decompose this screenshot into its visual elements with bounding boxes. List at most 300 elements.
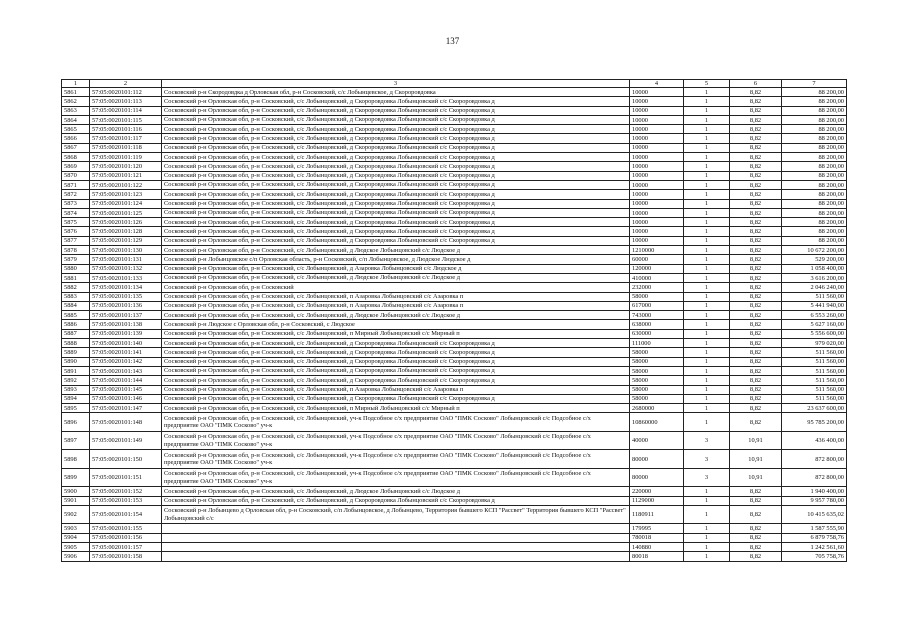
table-cell: 57:05:0020101:147: [90, 404, 162, 413]
table-cell: 1: [684, 385, 730, 394]
table-cell: 1: [684, 413, 730, 432]
table-row: [62, 125, 847, 134]
table-cell: 8,82: [730, 311, 782, 320]
table-cell: 5901: [62, 496, 90, 505]
table-cell: 5878: [62, 246, 90, 255]
table-cell: 57:05:0020101:112: [90, 88, 162, 97]
table-cell: 5899: [62, 468, 90, 487]
table-row: [62, 162, 847, 171]
table-cell: Сосковский р-н Орловская обл, р-н Сосковский, с/с Лобынцовский, д Скороровдовка Лобынцовский с/с Скороровдовка д: [162, 125, 630, 134]
table-cell: 57:05:0020101:144: [90, 376, 162, 385]
table-cell: 57:05:0020101:151: [90, 468, 162, 487]
table-cell: [162, 552, 630, 561]
table-cell: 8,82: [730, 301, 782, 310]
table-cell: 8,82: [730, 199, 782, 208]
table-cell: 57:05:0020101:142: [90, 357, 162, 366]
table-cell: 8,82: [730, 162, 782, 171]
table-cell: 1: [684, 339, 730, 348]
table-row: [62, 115, 847, 124]
table-row: [62, 153, 847, 162]
table-cell: Сосковский р-н Орловская обл, р-н Сосковский, с/с Лобынцовский, д Скороровдовка Лобынцовский с/с Скороровдовка д: [162, 236, 630, 245]
table-cell: 57:05:0020101:122: [90, 180, 162, 189]
table-cell: 8,82: [730, 385, 782, 394]
table-cell: 3: [684, 468, 730, 487]
table-cell: 57:05:0020101:140: [90, 339, 162, 348]
header-cell: 2: [90, 80, 162, 88]
table-cell: 232000: [630, 283, 684, 292]
table-row: [62, 246, 847, 255]
table-cell: 1: [684, 125, 730, 134]
table-cell: 88 200,00: [782, 134, 847, 143]
table-cell: 58000: [630, 366, 684, 375]
table-cell: 1: [684, 88, 730, 97]
table-cell: 8,82: [730, 227, 782, 236]
table-cell: 40000: [630, 431, 684, 450]
table-cell: 10000: [630, 180, 684, 189]
table-cell: 8,82: [730, 543, 782, 552]
table-cell: 8,82: [730, 496, 782, 505]
table-cell: 1: [684, 199, 730, 208]
table-cell: 58000: [630, 357, 684, 366]
table-cell: 6 553 260,00: [782, 311, 847, 320]
table-row: [62, 273, 847, 282]
table-cell: 10860000: [630, 413, 684, 432]
table-cell: 88 200,00: [782, 143, 847, 152]
table-cell: 1: [684, 153, 730, 162]
table-cell: 23 637 600,00: [782, 404, 847, 413]
table-row: [62, 468, 847, 487]
header-cell: 7: [782, 80, 847, 88]
table-cell: 88 200,00: [782, 180, 847, 189]
table-cell: 5863: [62, 106, 90, 115]
table-cell: 5905: [62, 543, 90, 552]
table-cell: 57:05:0020101:128: [90, 227, 162, 236]
table-cell: 57:05:0020101:120: [90, 162, 162, 171]
table-cell: 111000: [630, 339, 684, 348]
table-row: [62, 134, 847, 143]
table-cell: Сосковский р-н Лобынцево д Орловская обл, р-н Сосковский, с/п Лобынцовское, д Лобынцево, Территория бывшего КСП "Рассвет" Территория бывшего КСП "Рассвет" Лобынцовский с/с: [162, 505, 630, 524]
table-row: [62, 552, 847, 561]
table-cell: 8,82: [730, 533, 782, 542]
table-cell: 5895: [62, 404, 90, 413]
table-row: [62, 218, 847, 227]
table-cell: 8,82: [730, 273, 782, 282]
table-cell: [162, 533, 630, 542]
table-cell: 5889: [62, 348, 90, 357]
table-cell: 10000: [630, 236, 684, 245]
table-cell: Сосковский р-н Орловская обл, р-н Сосковский, с/с Лобынцовский, д Азаровка Лобынцовский с/с Людское д: [162, 264, 630, 273]
table-cell: 10000: [630, 227, 684, 236]
table-cell: 1: [684, 301, 730, 310]
table-cell: 630000: [630, 329, 684, 338]
table-cell: 57:05:0020101:129: [90, 236, 162, 245]
table-cell: Сосковский р-н Орловская обл, р-н Сосковский, с/с Лобынцовский, д Скороровдовка Лобынцовский с/с Скороровдовка д: [162, 357, 630, 366]
table-cell: Сосковский р-н Орловская обл, р-н Сосковский, с/с Лобынцовский, д Скороровдовка Лобынцовский с/с Скороровдовка д: [162, 106, 630, 115]
table-cell: 5874: [62, 208, 90, 217]
table-cell: 8,82: [730, 283, 782, 292]
header-cell: 5: [684, 80, 730, 88]
table-row: [62, 255, 847, 264]
table-cell: 5862: [62, 97, 90, 106]
table-cell: 5873: [62, 199, 90, 208]
table-cell: 1: [684, 171, 730, 180]
table-cell: 120000: [630, 264, 684, 273]
table-cell: 1: [684, 320, 730, 329]
table-cell: Сосковский р-н Орловская обл, р-н Сосковский, с/с Лобынцовский, д Скороровдовка Лобынцовский с/с Скороровдовка д: [162, 134, 630, 143]
table-cell: 1: [684, 366, 730, 375]
table-cell: 10000: [630, 125, 684, 134]
table-cell: 57:05:0020101:136: [90, 301, 162, 310]
table-cell: [162, 543, 630, 552]
table-cell: 1: [684, 505, 730, 524]
table-cell: 10000: [630, 218, 684, 227]
table-cell: Сосковский р-н Лобынцовское с/п Орловская область, р-н Сосковский, с/п Лобынцовское, д Людское Людское д: [162, 255, 630, 264]
table-cell: 57:05:0020101:135: [90, 292, 162, 301]
table-cell: Сосковский р-н Орловская обл, р-н Сосковский, с/с Лобынцовский, д Скороровдовка Лобынцовский с/с Скороровдовка д: [162, 171, 630, 180]
table-cell: 10000: [630, 143, 684, 152]
table-cell: 638000: [630, 320, 684, 329]
table-cell: 5896: [62, 413, 90, 432]
table-cell: 1: [684, 487, 730, 496]
table-cell: 617000: [630, 301, 684, 310]
table-row: [62, 190, 847, 199]
table-cell: 1: [684, 218, 730, 227]
table-cell: 5884: [62, 301, 90, 310]
table-row: [62, 404, 847, 413]
table-cell: Сосковский р-н Орловская обл, р-н Сосковский, с/с Лобынцовский, д Скороровдовка Лобынцовский с/с Скороровдовка д: [162, 348, 630, 357]
table-cell: 5881: [62, 273, 90, 282]
table-cell: Сосковский р-н Орловская обл, р-н Сосковский, с/с Лобынцовский, уч-к Подсобное с/х предприятие ОАО "ПМК Сосково" Лобынцовский с/с Подсобное с/х предприятие ОАО "ПМК Сосково" уч-к: [162, 413, 630, 432]
table-cell: 10 672 200,00: [782, 246, 847, 255]
table-cell: Сосковский р-н Орловская обл, р-н Сосковский, с/с Лобынцовский, д Людское Лобынцовский с/с Людское д: [162, 273, 630, 282]
table-cell: 1180911: [630, 505, 684, 524]
table-cell: Сосковский р-н Орловская обл, р-н Сосковский, с/с Лобынцовский, д Скороровдовка Лобынцовский с/с Скороровдовка д: [162, 143, 630, 152]
table-cell: 57:05:0020101:117: [90, 134, 162, 143]
table-cell: 5866: [62, 134, 90, 143]
table-cell: 1129000: [630, 496, 684, 505]
table-cell: Сосковский р-н Орловская обл, р-н Сосковский, с/с Лобынцовский, д Людское Лобынцовский с/с Людское д: [162, 487, 630, 496]
table-cell: 57:05:0020101:152: [90, 487, 162, 496]
table-cell: 511 560,00: [782, 366, 847, 375]
table-row: [62, 431, 847, 450]
table-cell: 5906: [62, 552, 90, 561]
table-cell: 5902: [62, 505, 90, 524]
table-cell: 1 058 400,00: [782, 264, 847, 273]
table-cell: 5900: [62, 487, 90, 496]
table-cell: 57:05:0020101:153: [90, 496, 162, 505]
table-cell: 5872: [62, 190, 90, 199]
table-cell: Сосковский р-н Орловская обл, р-н Сосковский, с/с Лобынцовский, п Мирный Лобынцовский с/с Мирный п: [162, 404, 630, 413]
table-cell: 5886: [62, 320, 90, 329]
table-row: [62, 357, 847, 366]
header-cell: 4: [630, 80, 684, 88]
table-cell: 1: [684, 227, 730, 236]
table-cell: 80000: [630, 468, 684, 487]
table-row: [62, 487, 847, 496]
table-row: [62, 292, 847, 301]
table-cell: Сосковский р-н Орловская обл, р-н Сосковский, с/с Лобынцовский, уч-к Подсобное с/х предприятие ОАО "ПМК Сосково" Лобынцовский с/с Подсобное с/х предприятие ОАО "ПМК Сосково" уч-к: [162, 468, 630, 487]
table-cell: 1210000: [630, 246, 684, 255]
table-cell: 705 758,76: [782, 552, 847, 561]
table-cell: Сосковский р-н Орловская обл, р-н Сосковский, с/с Лобынцовский, д Скороровдовка Лобынцовский с/с Скороровдовка д: [162, 394, 630, 403]
table-cell: Сосковский р-н Орловская обл, р-н Сосковский, с/с Лобынцовский, д Скороровдовка Лобынцовский с/с Скороровдовка д: [162, 153, 630, 162]
table-cell: 9 957 780,00: [782, 496, 847, 505]
table-row: [62, 283, 847, 292]
table-cell: Сосковский р-н Людское с Орловская обл, р-н Сосковский, с Людское: [162, 320, 630, 329]
table-cell: 57:05:0020101:139: [90, 329, 162, 338]
table-cell: 1: [684, 376, 730, 385]
table-cell: 57:05:0020101:124: [90, 199, 162, 208]
table-cell: 88 200,00: [782, 218, 847, 227]
table-cell: 8,82: [730, 153, 782, 162]
table-cell: 8,82: [730, 366, 782, 375]
table-cell: 10000: [630, 134, 684, 143]
table-cell: 1: [684, 311, 730, 320]
table-cell: 8,82: [730, 329, 782, 338]
table-cell: 5888: [62, 339, 90, 348]
table-cell: 1 940 400,00: [782, 487, 847, 496]
table-cell: 511 560,00: [782, 385, 847, 394]
table-cell: 2680000: [630, 404, 684, 413]
table-cell: 5876: [62, 227, 90, 236]
table-cell: 8,82: [730, 171, 782, 180]
table-cell: 1 242 561,60: [782, 543, 847, 552]
table-cell: 8,82: [730, 348, 782, 357]
table-cell: Сосковский р-н Орловская обл, р-н Сосковский, с/с Лобынцовский, п Азаровка Лобынцовский с/с Азаровка п: [162, 301, 630, 310]
table-row: [62, 97, 847, 106]
table-cell: 8,82: [730, 88, 782, 97]
table-row: [62, 385, 847, 394]
page-number: 137: [445, 36, 460, 46]
table-cell: Сосковский р-н Орловская обл, р-н Сосковский, с/с Лобынцовский, д Скороровдовка Лобынцовский с/с Скороровдовка д: [162, 339, 630, 348]
table-cell: 5883: [62, 292, 90, 301]
table-cell: 3 616 200,00: [782, 273, 847, 282]
table-cell: Сосковский р-н Орловская обл, р-н Сосковский, с/с Лобынцовский, д Скороровдовка Лобынцовский с/с Скороровдовка д: [162, 180, 630, 189]
table-cell: 8,82: [730, 97, 782, 106]
table-cell: 10000: [630, 88, 684, 97]
table-cell: 5879: [62, 255, 90, 264]
table-row: [62, 301, 847, 310]
table-cell: Сосковский р-н Орловская обл, р-н Сосковский, с/с Лобынцовский, п Азаровка Лобынцовский с/с Азаровка п: [162, 385, 630, 394]
table-cell: 10000: [630, 97, 684, 106]
table-cell: Сосковский р-н Орловская обл, р-н Сосковский, с/с Лобынцовский, д Скороровдовка Лобынцовский с/с Скороровдовка д: [162, 496, 630, 505]
table-cell: Сосковский р-н Орловская обл, р-н Сосковский, с/с Лобынцовский, д Скороровдовка Лобынцовский с/с Скороровдовка д: [162, 97, 630, 106]
table-cell: 57:05:0020101:155: [90, 524, 162, 533]
table-cell: 8,82: [730, 143, 782, 152]
table-row: [62, 171, 847, 180]
table-cell: 10000: [630, 153, 684, 162]
table-cell: 10000: [630, 115, 684, 124]
table-row: [62, 199, 847, 208]
table-cell: 410000: [630, 273, 684, 282]
table-cell: 88 200,00: [782, 190, 847, 199]
table-cell: 1: [684, 543, 730, 552]
table-cell: 57:05:0020101:154: [90, 505, 162, 524]
table-cell: 88 200,00: [782, 208, 847, 217]
table-cell: Сосковский р-н Орловская обл, р-н Сосковский, с/с Лобынцовский, д Скороровдовка Лобынцовский с/с Скороровдовка д: [162, 115, 630, 124]
table-cell: 10,91: [730, 431, 782, 450]
table-cell: Сосковский р-н Орловская обл, р-н Сосковский, с/с Лобынцовский, д Скороровдовка Лобынцовский с/с Скороровдовка д: [162, 208, 630, 217]
table-cell: 8,82: [730, 115, 782, 124]
table-cell: 1: [684, 115, 730, 124]
table-cell: 57:05:0020101:158: [90, 552, 162, 561]
table-cell: 8,82: [730, 413, 782, 432]
table-cell: 511 560,00: [782, 394, 847, 403]
table-cell: 1: [684, 273, 730, 282]
table-cell: Сосковский р-н Орловская обл, р-н Сосковский, с/с Лобынцовский, уч-к Подсобное с/х предприятие ОАО "ПМК Сосково" Лобынцовский с/с Подсобное с/х предприятие ОАО "ПМК Сосково" уч-к: [162, 431, 630, 450]
table-cell: 10 415 635,02: [782, 505, 847, 524]
table-cell: 1: [684, 97, 730, 106]
table-cell: 5867: [62, 143, 90, 152]
table-cell: 57:05:0020101:146: [90, 394, 162, 403]
table-cell: 1: [684, 552, 730, 561]
table-cell: 1: [684, 496, 730, 505]
table-cell: 58000: [630, 348, 684, 357]
table-row: [62, 320, 847, 329]
table-cell: 57:05:0020101:143: [90, 366, 162, 375]
table-cell: 80018: [630, 552, 684, 561]
table-cell: 5885: [62, 311, 90, 320]
table-cell: Сосковский р-н Орловская обл, р-н Сосковский, с/с Лобынцовский, д Скороровдовка Лобынцовский с/с Скороровдовка д: [162, 227, 630, 236]
table-cell: 5869: [62, 162, 90, 171]
header-row: [62, 80, 847, 88]
table-cell: Сосковский р-н Орловская обл, р-н Сосковский, с/с Лобынцовский, д Скороровдовка Лобынцовский с/с Скороровдовка д: [162, 190, 630, 199]
table-cell: 8,82: [730, 487, 782, 496]
table-cell: 5875: [62, 218, 90, 227]
table-cell: 58000: [630, 385, 684, 394]
table-row: [62, 376, 847, 385]
table-cell: 1: [684, 190, 730, 199]
table-cell: 8,82: [730, 106, 782, 115]
table-cell: 57:05:0020101:125: [90, 208, 162, 217]
table-row: [62, 543, 847, 552]
table-row: [62, 106, 847, 115]
table-cell: Сосковский р-н Орловская обл, р-н Сосковский, с/с Лобынцовский, д Скороровдовка Лобынцовский с/с Скороровдовка д: [162, 376, 630, 385]
table-cell: 88 200,00: [782, 162, 847, 171]
table-cell: 5 441 940,00: [782, 301, 847, 310]
table-cell: 8,82: [730, 180, 782, 189]
table-cell: 8,82: [730, 357, 782, 366]
table-cell: 10000: [630, 106, 684, 115]
table-cell: 10,91: [730, 468, 782, 487]
table-cell: 1: [684, 264, 730, 273]
table-row: [62, 88, 847, 97]
table-cell: 3: [684, 431, 730, 450]
table-cell: 1: [684, 134, 730, 143]
table-cell: 1: [684, 524, 730, 533]
table-row: [62, 505, 847, 524]
table-row: [62, 348, 847, 357]
table-row: [62, 236, 847, 245]
table-cell: 5870: [62, 171, 90, 180]
header-cell: 6: [730, 80, 782, 88]
table-cell: 58000: [630, 292, 684, 301]
table-cell: 60000: [630, 255, 684, 264]
table-cell: 58000: [630, 376, 684, 385]
table-cell: 8,82: [730, 255, 782, 264]
table-cell: 8,82: [730, 404, 782, 413]
table-cell: 57:05:0020101:126: [90, 218, 162, 227]
table-cell: 88 200,00: [782, 171, 847, 180]
table-cell: 1: [684, 404, 730, 413]
table-cell: 220000: [630, 487, 684, 496]
table-cell: 5882: [62, 283, 90, 292]
table-cell: Сосковский р-н Орловская обл, р-н Сосковский, с/с Лобынцовский, п Мирный Лобынцовский с/с Мирный п: [162, 329, 630, 338]
table-cell: 5 556 600,00: [782, 329, 847, 338]
table-cell: 5865: [62, 125, 90, 134]
table-cell: 8,82: [730, 552, 782, 561]
table-cell: 743000: [630, 311, 684, 320]
table-cell: 57:05:0020101:137: [90, 311, 162, 320]
table-cell: 8,82: [730, 524, 782, 533]
table-cell: 1 587 555,90: [782, 524, 847, 533]
table-cell: 511 560,00: [782, 357, 847, 366]
table-cell: 10000: [630, 208, 684, 217]
table-cell: 57:05:0020101:138: [90, 320, 162, 329]
table-cell: 57:05:0020101:131: [90, 255, 162, 264]
table-cell: 88 200,00: [782, 125, 847, 134]
table-cell: 8,82: [730, 246, 782, 255]
table-cell: 8,82: [730, 190, 782, 199]
table-cell: 5903: [62, 524, 90, 533]
table-row: [62, 180, 847, 189]
table-cell: 57:05:0020101:156: [90, 533, 162, 542]
table-row: [62, 533, 847, 542]
table-cell: 88 200,00: [782, 115, 847, 124]
table-cell: 179995: [630, 524, 684, 533]
table-cell: 1: [684, 236, 730, 245]
table-cell: Сосковский р-н Скородовдка д Орловская обл, р-н Сосковский, с/с Лобынцевское, д Скороровдовка: [162, 88, 630, 97]
table-cell: 88 200,00: [782, 153, 847, 162]
table-cell: 5871: [62, 180, 90, 189]
table-cell: 57:05:0020101:114: [90, 106, 162, 115]
table-cell: 88 200,00: [782, 199, 847, 208]
table-cell: 3: [684, 450, 730, 469]
table-cell: 8,82: [730, 292, 782, 301]
table-row: [62, 496, 847, 505]
table-row: [62, 208, 847, 217]
table-cell: Сосковский р-н Орловская обл, р-н Сосковский, с/с Лобынцовский, д Скороровдовка Лобынцовский с/с Скороровдовка д: [162, 162, 630, 171]
table-cell: Сосковский р-н Орловская обл, р-н Сосковский, с/с Лобынцовский, д Скороровдовка Лобынцовский с/с Скороровдовка д: [162, 199, 630, 208]
table-cell: 1: [684, 255, 730, 264]
table-cell: 57:05:0020101:132: [90, 264, 162, 273]
table-cell: 1: [684, 106, 730, 115]
register-table: [61, 79, 847, 562]
table-cell: 1: [684, 143, 730, 152]
table-cell: 1: [684, 329, 730, 338]
table-cell: 5880: [62, 264, 90, 273]
table-cell: [162, 524, 630, 533]
table-cell: 5894: [62, 394, 90, 403]
table-cell: 5864: [62, 115, 90, 124]
table-cell: 57:05:0020101:115: [90, 115, 162, 124]
table-cell: 57:05:0020101:145: [90, 385, 162, 394]
table-row: [62, 264, 847, 273]
table-cell: 10000: [630, 171, 684, 180]
table-cell: 5877: [62, 236, 90, 245]
table-cell: 8,82: [730, 218, 782, 227]
table-cell: 57:05:0020101:119: [90, 153, 162, 162]
table-cell: 88 200,00: [782, 88, 847, 97]
table-cell: 10000: [630, 190, 684, 199]
table-cell: 8,82: [730, 394, 782, 403]
table-cell: 1: [684, 292, 730, 301]
table-cell: 8,82: [730, 125, 782, 134]
table-cell: 8,82: [730, 320, 782, 329]
table-row: [62, 394, 847, 403]
table-cell: 8,82: [730, 134, 782, 143]
table-cell: 1: [684, 533, 730, 542]
